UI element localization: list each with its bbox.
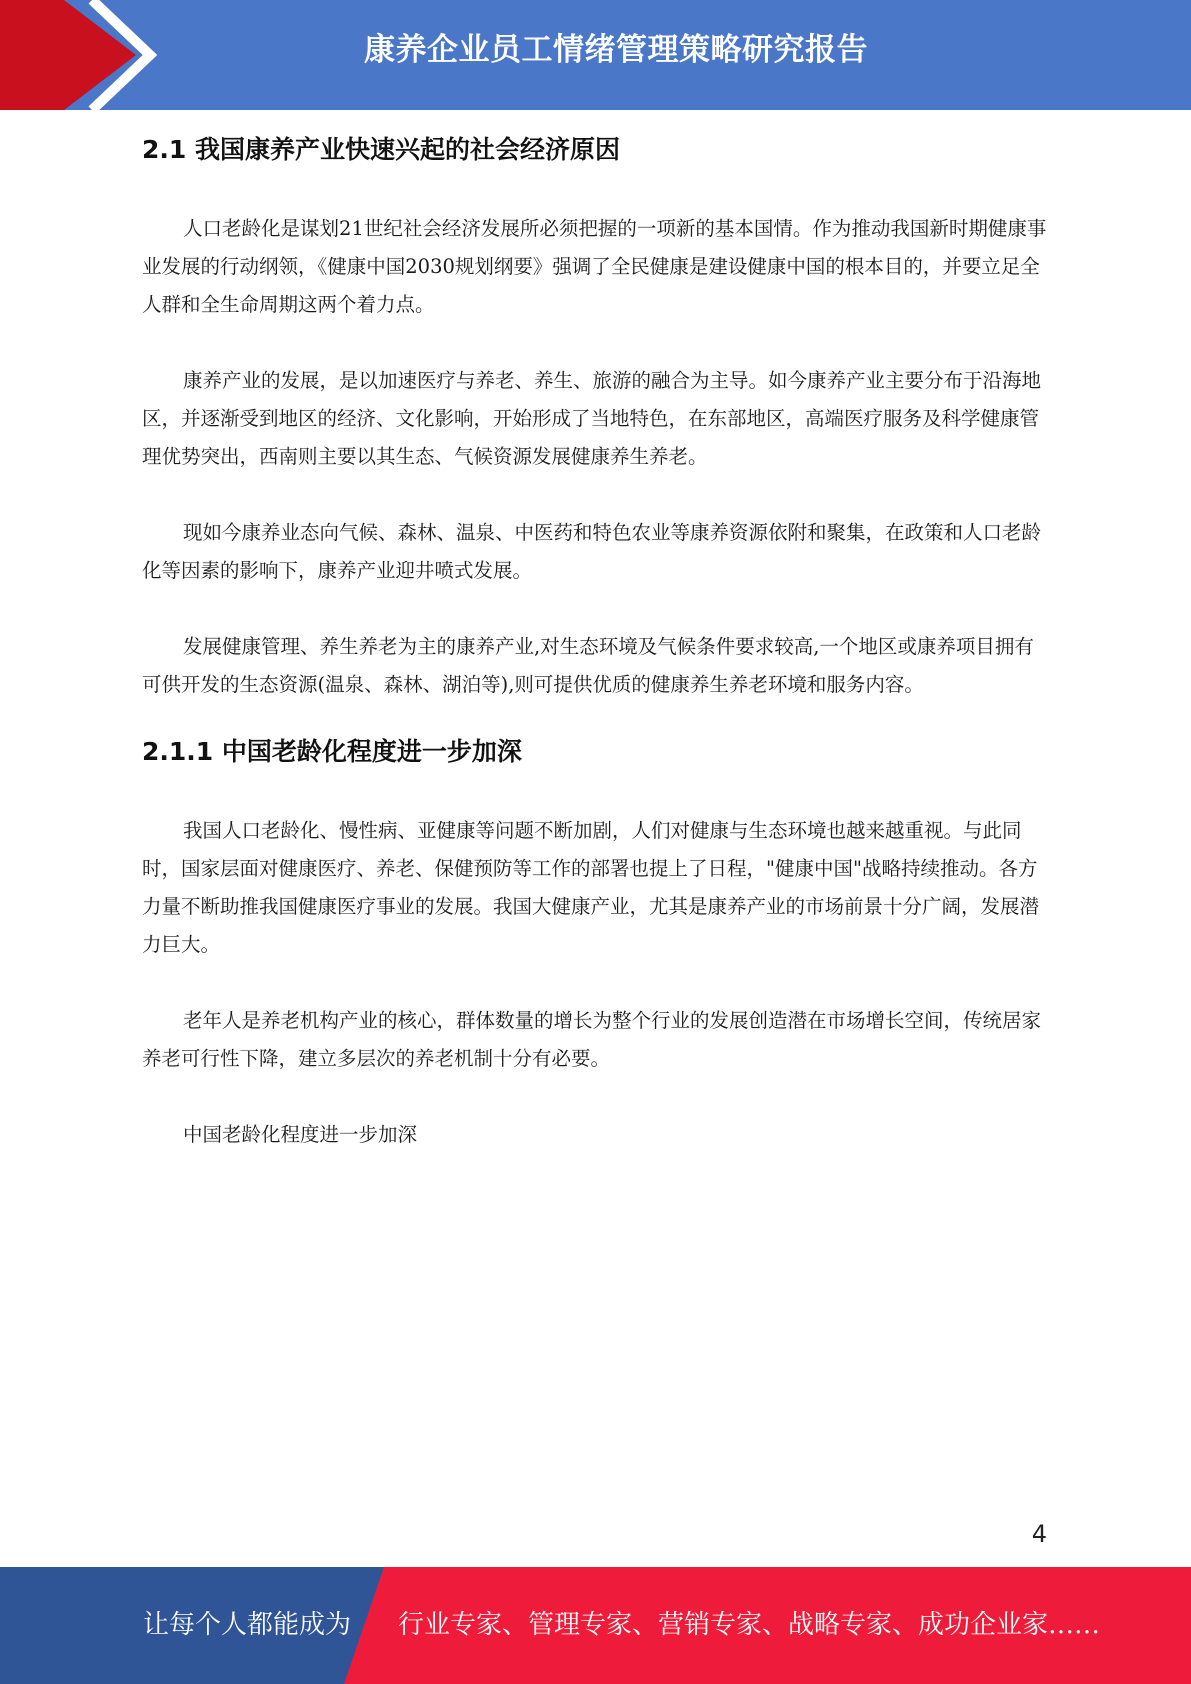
paragraph: 康养产业的发展，是以加速医疗与养老、养生、旅游的融合为主导。如今康养产业主要分布于沿海地区，并逐渐受到地区的经济、文化影响，开始形成了当地特色，在东部地区，高端医疗服务及科学健康管理优势突出，西南则主要以其生态、气候资源发展健康养生养老。 [142, 369, 1042, 468]
paragraph: 中国老龄化程度进一步加深 [183, 1123, 418, 1146]
report-title: 康养企业员工情绪管理策略研究报告 [364, 32, 868, 68]
header-banner [0, 0, 1191, 110]
footer-slogan-right: 行业专家、管理专家、营销专家、战略专家、成功企业家…… [398, 1610, 1101, 1640]
paragraph: 发展健康管理、养生养老为主的康养产业,对生态环境及气候条件要求较高,一个地区或康养项目拥有可供开发的生态资源(温泉、森林、湖泊等),则可提供优质的健康养生养老环境和服务内容。 [142, 635, 1034, 696]
paragraph: 老年人是养老机构产业的核心，群体数量的增长为整个行业的发展创造潜在市场增长空间，传统居家养老可行性下降，建立多层次的养老机制十分有必要。 [142, 1009, 1042, 1070]
page-number: 4 [1031, 1520, 1047, 1548]
document-body [142, 130, 1048, 1154]
section-heading-2-1-1: 2.1.1 中国老龄化程度进一步加深 [142, 737, 522, 766]
paragraph: 人口老龄化是谋划21世纪社会经济发展所必须把握的一项新的基本国情。作为推动我国新时期健康事业发展的行动纲领，《健康中国2030规划纲要》强调了全民健康是建设健康中国的根本目的，并要立足全人群和全生命周期这两个着力点。 [142, 217, 1047, 316]
footer-banner [0, 1567, 1191, 1684]
section-heading-2-1: 2.1 我国康养产业快速兴起的社会经济原因 [142, 135, 620, 164]
paragraph: 我国人口老龄化、慢性病、亚健康等问题不断加剧，人们对健康与生态环境也越来越重视。与此同时，国家层面对健康医疗、养老、保健预防等工作的部署也提上了日程，"健康中国"战略持续推动。各方力量不断助推我国健康医疗事业的发展。我国大健康产业，尤其是康养产业的市场前景十分广阔，发展潜力巨大。 [142, 819, 1040, 956]
paragraph: 现如今康养业态向气候、森林、温泉、中医药和特色农业等康养资源依附和聚集，在政策和人口老龄化等因素的影响下，康养产业迎井喷式发展。 [142, 521, 1042, 582]
footer-slogan-left: 让每个人都能成为 [143, 1610, 352, 1640]
